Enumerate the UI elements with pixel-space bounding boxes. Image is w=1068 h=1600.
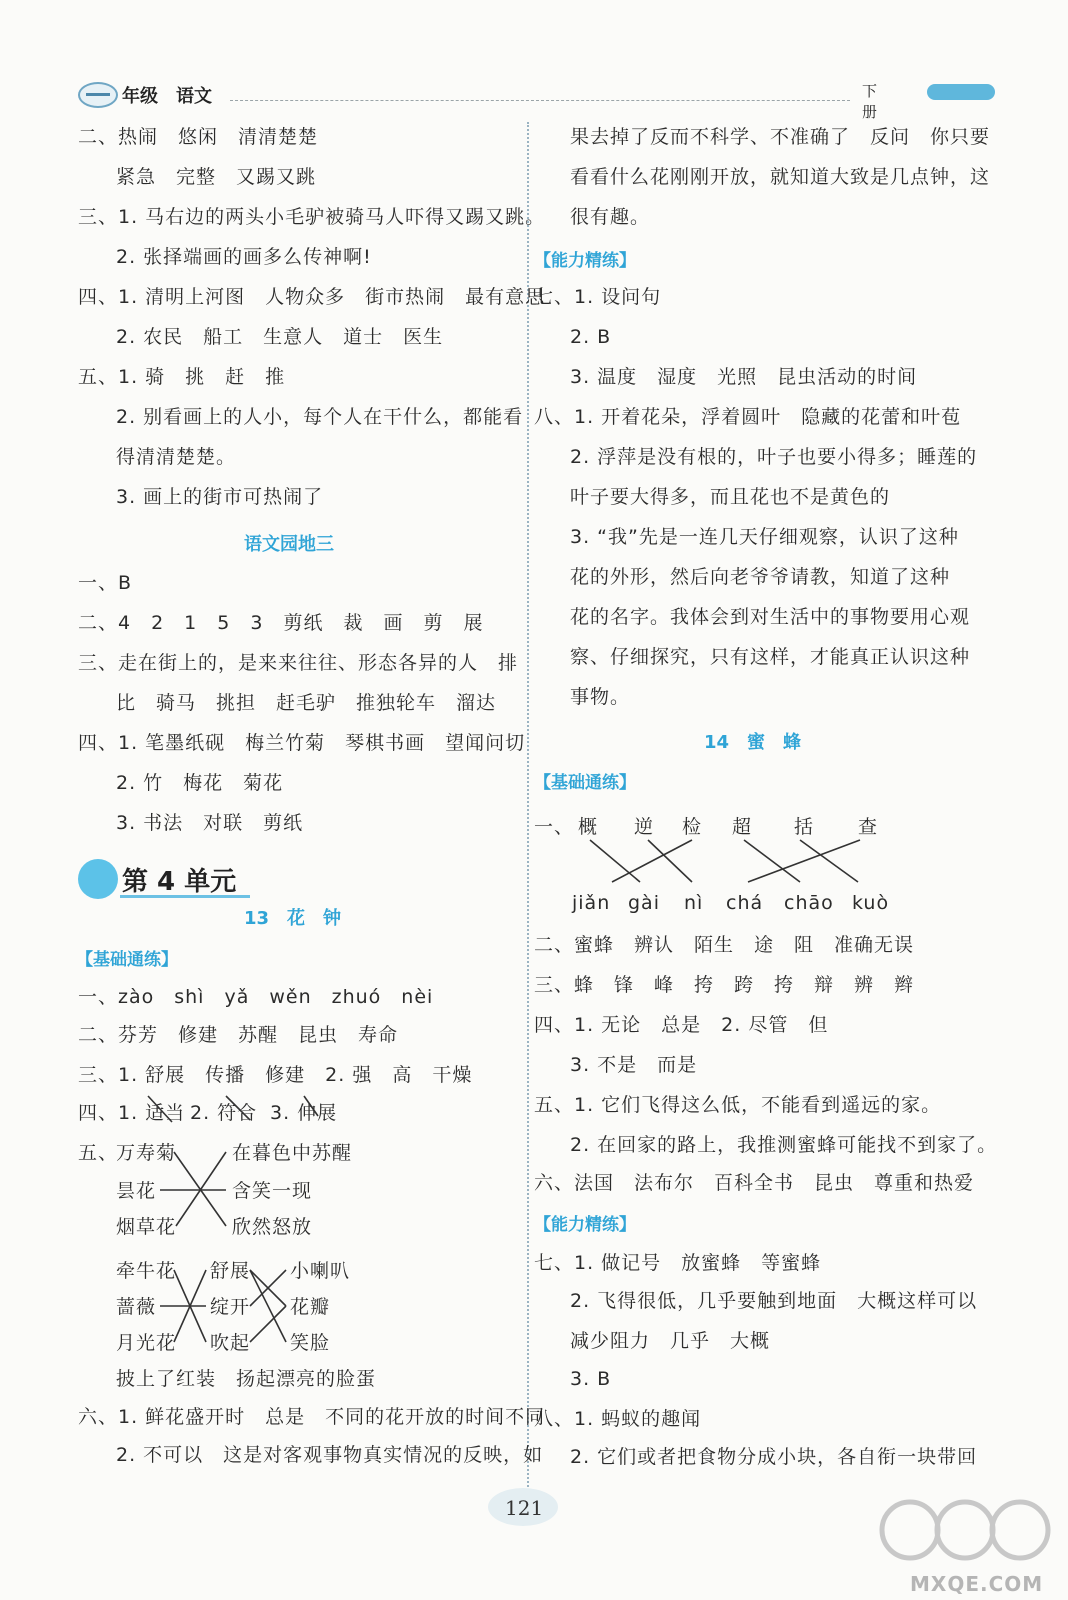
volume-label: 下册 <box>862 82 878 121</box>
answer-line: 2. 符合 <box>190 1102 258 1124</box>
char-item: 超 <box>732 816 753 838</box>
pinyin-item: chāo <box>784 892 834 914</box>
answer-line: 事物。 <box>570 686 631 708</box>
char-item: 检 <box>682 816 703 838</box>
pinyin-item: kuò <box>852 892 890 914</box>
answer-line: 二、热闹 悠闲 清清楚楚 <box>78 126 319 148</box>
match-line <box>800 840 858 882</box>
section-tag-basic: 【基础通练】 <box>76 950 178 970</box>
answer-line: 四、1. 清明上河图 人物众多 街市热闹 最有意思 <box>78 286 546 308</box>
answer-line: 八、1. 开着花朵，浮着圆叶 隐藏的花蕾和叶苞 <box>534 406 962 428</box>
answer-line: 花的外形，然后向老爷爷请教，知道了这种 <box>570 566 951 588</box>
match-right-item: 花瓣 <box>290 1296 331 1318</box>
answer-line: 四、1. 适当 <box>78 1102 186 1124</box>
answer-line: 2. 不可以 这是对客观事物真实情况的反映，如 <box>116 1444 544 1466</box>
section-tag-ability: 【能力精练】 <box>534 1215 636 1235</box>
match-line <box>612 840 692 882</box>
match-left-item: 牵牛花 <box>116 1260 177 1282</box>
char-item: 概 <box>578 816 599 838</box>
answer-line: 一、zào shì yǎ wěn zhuó nèi <box>78 986 434 1008</box>
answer-line: 2. B <box>570 326 612 348</box>
match-line <box>744 840 800 882</box>
match-right-item: 含笑一现 <box>232 1180 313 1202</box>
answer-line: 2. 竹 梅花 菊花 <box>116 772 284 794</box>
answer-line: 七、1. 设问句 <box>534 286 662 308</box>
answer-line: 得清清楚楚。 <box>116 446 237 468</box>
answer-line: 2. 张择端画的画多么传神啊! <box>116 246 372 268</box>
answer-line: 花的名字。我体会到对生活中的事物要用心观 <box>570 606 971 628</box>
answer-line: 二、蜜蜂 辨认 陌生 途 阻 准确无误 <box>534 934 915 956</box>
subject-label: 语文 <box>176 86 212 107</box>
answer-line: 六、法国 法布尔 百科全书 昆虫 尊重和热爱 <box>534 1172 975 1194</box>
answer-line: 2. 它们或者把食物分成小块，各自衔一块带回 <box>570 1446 978 1468</box>
answer-line: 三、1. 马右边的两头小毛驴被骑马人吓得又踢又跳。 <box>78 206 546 228</box>
answer-line: 3. “我”先是一连几天仔细观察，认识了这种 <box>570 526 959 548</box>
lesson-title-14: 14 蜜 蜂 <box>704 732 802 753</box>
answer-line: 3. B <box>570 1368 612 1390</box>
section-tag-basic: 【基础通练】 <box>534 773 636 793</box>
match-right-item: 欣然怒放 <box>232 1216 313 1238</box>
answer-line: 七、1. 做记号 放蜜蜂 等蜜蜂 <box>534 1252 822 1274</box>
answer-line: 一、 <box>534 816 575 838</box>
section-title-yuwen-yuandi: 语文园地三 <box>244 534 334 555</box>
answer-line: 四、1. 笔墨纸砚 梅兰竹菊 琴棋书画 望闻问切 <box>78 732 526 754</box>
answer-line: 三、1. 舒展 传播 修建 2. 强 高 干燥 <box>78 1064 473 1086</box>
answer-line: 2. 在回家的路上，我推测蜜蜂可能找不到家了。 <box>570 1134 998 1156</box>
answer-line: 3. 画上的街市可热闹了 <box>116 486 324 508</box>
char-item: 括 <box>794 816 815 838</box>
pinyin-item: gài <box>628 892 660 914</box>
answer-line: 察、仔细探究，只有这样，才能真正认识这种 <box>570 646 971 668</box>
answer-line: 果去掉了反而不科学、不准确了 反问 你只要 <box>570 126 991 148</box>
answer-line: 六、1. 鲜花盛开时 总是 不同的花开放的时间不同 <box>78 1406 546 1428</box>
answer-line: 五、 <box>78 1142 119 1164</box>
lesson-title-13: 13 花 钟 <box>244 908 342 929</box>
match-line <box>590 840 640 882</box>
match-left-item: 昙花 <box>116 1180 157 1202</box>
match-left-item: 蔷薇 <box>116 1296 157 1318</box>
answer-line: 披上了红装 扬起漂亮的脸蛋 <box>116 1368 377 1390</box>
answer-line: 减少阻力 几乎 大概 <box>570 1330 771 1352</box>
match-line <box>748 840 860 882</box>
pinyin-item: chá <box>726 892 764 914</box>
match-middle-item: 吹起 <box>210 1332 251 1354</box>
answer-line: 二、4 2 1 5 3 剪纸 裁 画 剪 展 <box>78 612 484 634</box>
answer-line: 3. 书法 对联 剪纸 <box>116 812 304 834</box>
answer-line: 2. 浮萍是没有根的，叶子也要小得多；睡莲的 <box>570 446 978 468</box>
answer-line: 看看什么花刚刚开放，就知道大致是几点钟，这 <box>570 166 991 188</box>
match-line <box>250 1306 286 1342</box>
match-line <box>648 840 692 882</box>
answer-line: 五、1. 它们飞得这么低，不能看到遥远的家。 <box>534 1094 942 1116</box>
section-tag-ability: 【能力精练】 <box>534 251 636 271</box>
answer-line: 2. 飞得很低，几乎要触到地面 大概这样可以 <box>570 1290 978 1312</box>
answer-line: 2. 别看画上的人小，每个人在干什么，都能看 <box>116 406 524 428</box>
answer-line: 三、走在街上的，是来来往往、形态各异的人 排 <box>78 652 519 674</box>
answer-line: 3. 温度 湿度 光照 昆虫活动的时间 <box>570 366 918 388</box>
answer-line: 五、1. 骑 挑 赶 推 <box>78 366 286 388</box>
answer-line: 二、芬芳 修建 苏醒 昆虫 寿命 <box>78 1024 399 1046</box>
match-left-item: 烟草花 <box>116 1216 177 1238</box>
char-item: 逆 <box>634 816 655 838</box>
match-middle-item: 绽开 <box>210 1296 251 1318</box>
answer-line: 四、1. 无论 总是 2. 尽管 但 <box>534 1014 829 1036</box>
answer-line: 八、1. 蚂蚁的趣闻 <box>534 1408 702 1430</box>
unit-title: 第 4 单元 <box>122 867 237 897</box>
match-right-item: 小喇叭 <box>290 1260 351 1282</box>
answer-line: 三、蜂 锋 峰 挎 跨 挎 辩 辨 辫 <box>534 974 915 996</box>
strike-mark <box>304 1096 318 1116</box>
answer-line: 2. 农民 船工 生意人 道士 医生 <box>116 326 444 348</box>
answer-line: 3. 不是 而是 <box>570 1054 698 1076</box>
answer-line: 比 骑马 挑担 赶毛驴 推独轮车 溜达 <box>116 692 497 714</box>
match-left-item: 万寿菊 <box>116 1142 177 1164</box>
match-line <box>250 1270 286 1342</box>
answer-line: 3. 伸展 <box>270 1102 338 1124</box>
answer-line: 一、B <box>78 572 133 594</box>
strike-mark <box>148 1096 172 1122</box>
strike-mark <box>226 1096 250 1120</box>
answer-line: 叶子要大得多，而且花也不是黄色的 <box>570 486 891 508</box>
pinyin-item: jiǎn <box>572 892 611 914</box>
answer-line: 很有趣。 <box>570 206 651 228</box>
match-right-item: 笑脸 <box>290 1332 331 1354</box>
match-middle-item: 舒展 <box>210 1260 251 1282</box>
watermark-text: MXQE.COM <box>910 1572 1044 1596</box>
pinyin-item: nì <box>684 892 704 914</box>
grade-label: 年级 <box>122 86 158 107</box>
match-left-item: 月光花 <box>116 1332 177 1354</box>
char-item: 查 <box>858 816 879 838</box>
page-number: 121 <box>505 1496 544 1520</box>
match-right-item: 在暮色中苏醒 <box>232 1142 353 1164</box>
answer-line: 紧急 完整 又踢又跳 <box>116 166 317 188</box>
